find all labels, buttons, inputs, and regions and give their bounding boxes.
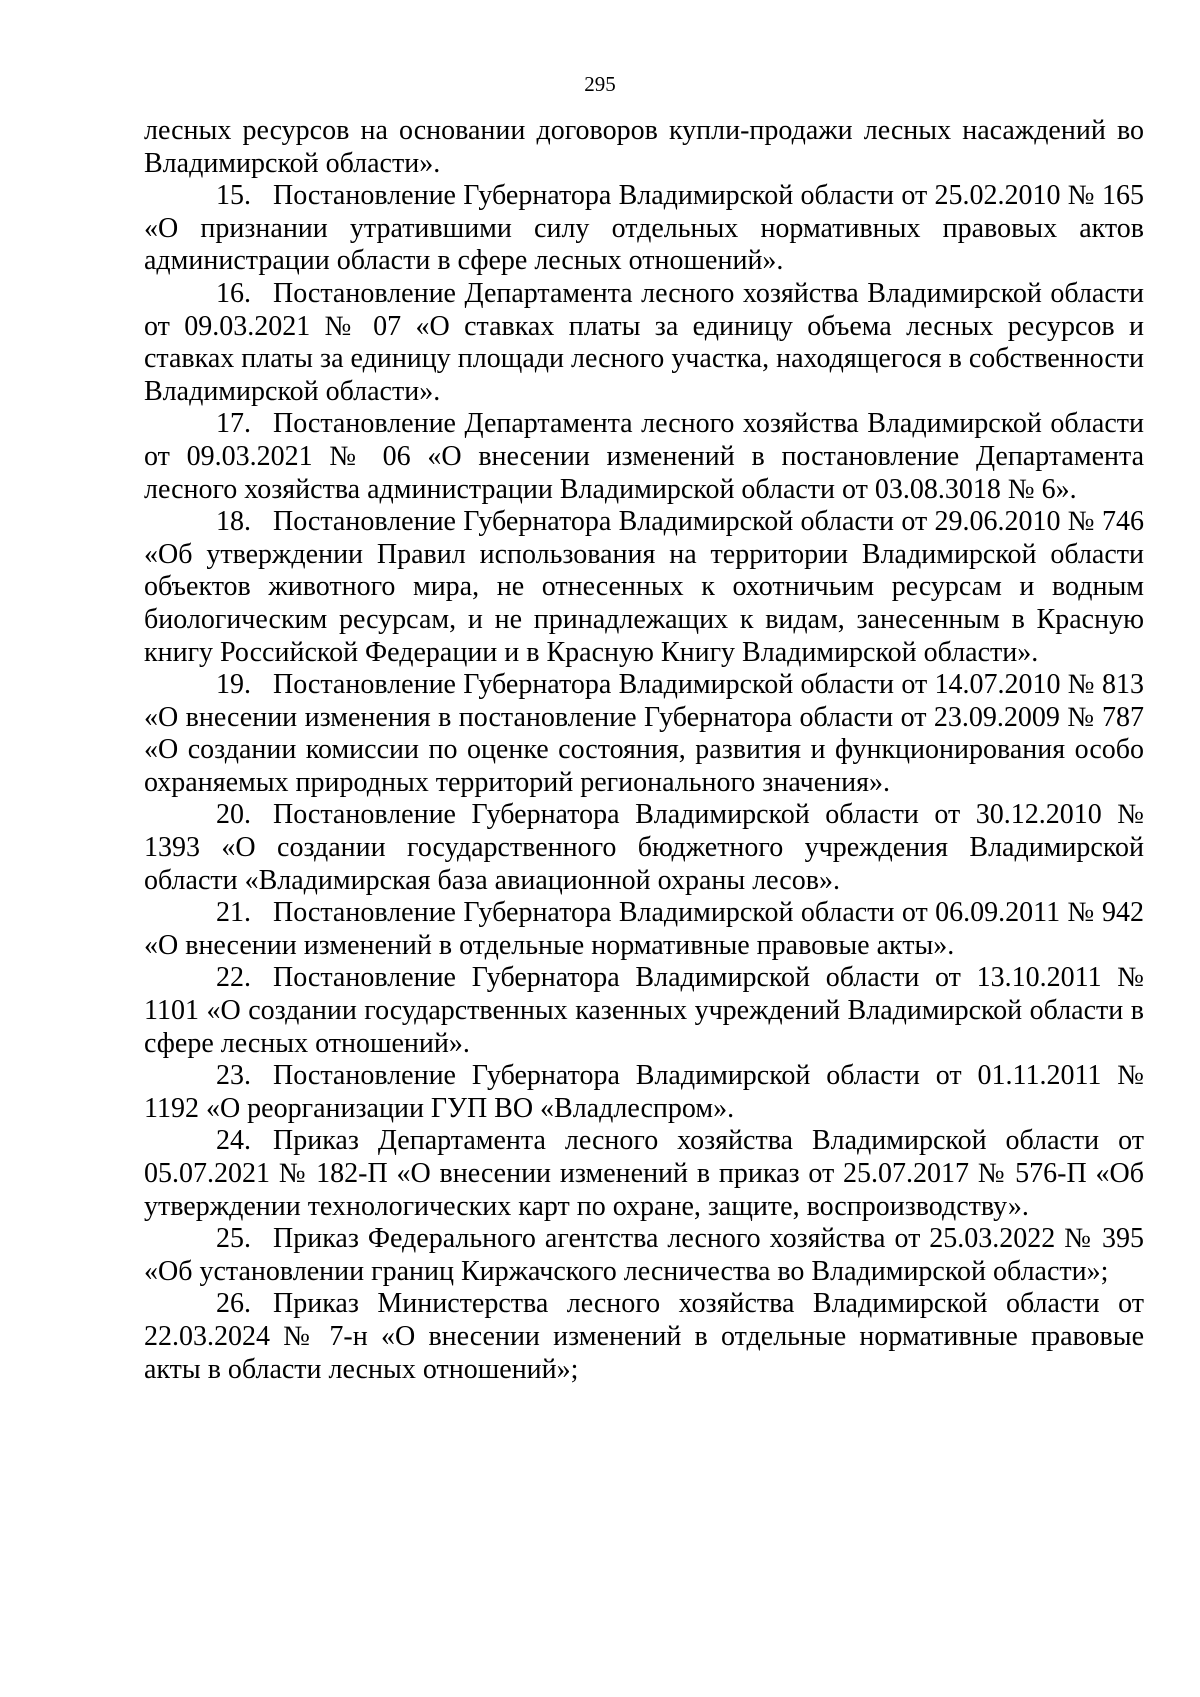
page-number: 295 [584, 72, 616, 96]
item-number: 15. [216, 180, 251, 212]
item-text: Постановление Губернатора Владимирской области от 30.12.2010 № 1393 «О создании государственного бюджетного учреждения Владимирской области «Владимирская база авиационной охраны лесов». [144, 799, 1144, 896]
item-text: Постановление Департамента лесного хозяйства Владимирской области от 09.03.2021 № 07 «О ставках платы за единицу объема лесных ресурсов и ставках платы за единицу площади лесного участка, находящегося в собственности Владимирской области». [144, 277, 1144, 407]
item-text: Постановление Губернатора Владимирской области от 13.10.2011 № 1101 «О создании государственных казенных учреждений Владимирской области в сфере лесных отношений». [144, 962, 1144, 1059]
list-item [144, 1223, 1144, 1288]
item-text: Приказ Департамента лесного хозяйства Владимирской области от 05.07.2021 № 182-П «О внесении изменений в приказ от 25.07.2017 № 576-П «Об утверждении технологических карт по охране, защите, воспроизводству». [144, 1125, 1144, 1222]
list-item [144, 278, 1144, 408]
item-text: Постановление Губернатора Владимирской области от 14.07.2010 № 813 «О внесении изменения в постановление Губернатора области от 23.09.2009 № 787 «О создании комиссии по оценке состояния, развития и функционирования особо охраняемых природных территорий регионального значения». [144, 669, 1144, 798]
item-number: 18. [216, 506, 251, 538]
list-item [144, 897, 1144, 962]
list-item [144, 506, 1144, 669]
item-text: Постановление Губернатора Владимирской области от 29.06.2010 № 746 «Об утверждении Правил использования на территории Владимирской области объектов животного мира, не отнесенных к охотничьим ресурсам и водным биологическим ресурсам, и не принадлежащих к видам, занесенным в Красную книгу Российской Федерации и в Красную Книгу Владимирской области». [144, 506, 1144, 668]
list-item [144, 1125, 1144, 1223]
intro-paragraph: лесных ресурсов на основании договоров купли-продажи лесных насаждений во Владимирской области». [144, 115, 1144, 179]
item-text: Приказ Федерального агентства лесного хозяйства от 25.03.2022 № 395 «Об установлении границ Киржачского лесничества во Владимирской области»; [144, 1223, 1144, 1287]
item-number: 17. [216, 408, 251, 440]
item-text: Постановление Губернатора Владимирской области от 25.02.2010 № 165 «О признании утратившими силу отдельных нормативных правовых актов администрации области в сфере лесных отношений». [144, 180, 1144, 277]
document-body [144, 115, 1144, 1386]
item-number: 20. [216, 799, 251, 831]
list-item [144, 1288, 1144, 1386]
item-number: 22. [216, 962, 251, 994]
item-text: Приказ Министерства лесного хозяйства Владимирской области от 22.03.2024 № 7-н «О внесении изменений в отдельные нормативные правовые акты в области лесных отношений»; [144, 1288, 1144, 1385]
item-number: 23. [216, 1060, 251, 1092]
list-item [144, 799, 1144, 897]
item-text: Постановление Департамента лесного хозяйства Владимирской области от 09.03.2021 № 06 «О внесении изменений в постановление Департамента лесного хозяйства администрации Владимирской области от 03.08.3018 № 6». [144, 408, 1144, 505]
list-item [144, 180, 1144, 278]
item-number: 16. [216, 277, 251, 309]
list-item [144, 408, 1144, 506]
list-item [144, 669, 1144, 799]
list-item [144, 1060, 1144, 1125]
item-text: Постановление Губернатора Владимирской области от 01.11.2011 № 1192 «О реорганизации ГУП ВО «Владлеспром». [144, 1060, 1144, 1124]
item-number: 21. [216, 897, 251, 929]
item-number: 25. [216, 1223, 251, 1255]
item-text: Постановление Губернатора Владимирской области от 06.09.2011 № 942 «О внесении изменений в отдельные нормативные правовые акты». [144, 897, 1144, 961]
item-number: 26. [216, 1288, 251, 1320]
item-number: 24. [216, 1125, 251, 1157]
list-item [144, 962, 1144, 1060]
item-number: 19. [216, 669, 251, 701]
